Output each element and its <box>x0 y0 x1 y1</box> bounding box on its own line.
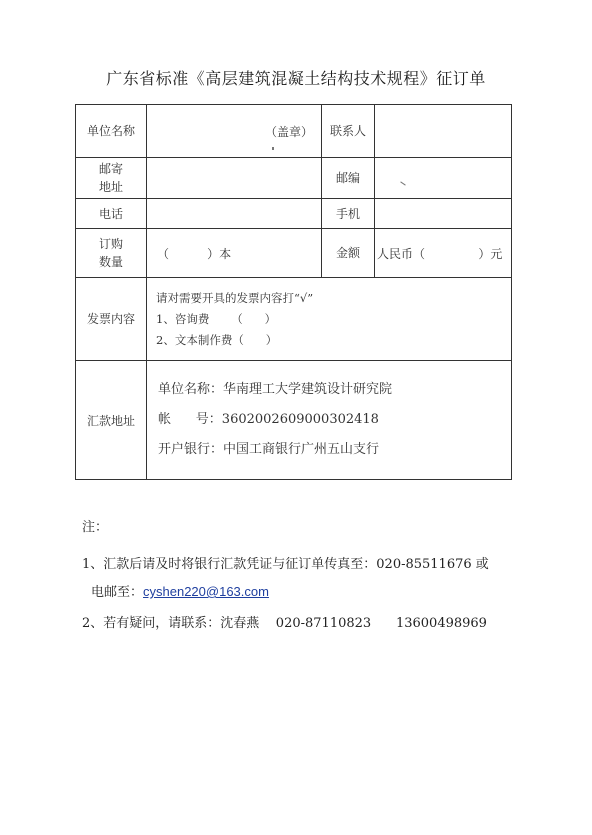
order-row <box>76 229 512 278</box>
mobile-label: 手机 <box>322 199 375 229</box>
mobile-field[interactable] <box>375 199 512 229</box>
note-email-line <box>91 581 269 600</box>
invoice-option-consulting[interactable]: 1、咨询费 （ ） <box>156 311 277 326</box>
address-row <box>76 158 512 199</box>
note-email-prefix: 电邮至： <box>91 585 144 600</box>
invoice-option-text-production[interactable]: 2、文本制作费（ ） <box>156 332 278 347</box>
unit-name-row <box>76 105 512 158</box>
phone-row <box>76 199 512 229</box>
order-label-line-2: 数量 <box>98 255 123 269</box>
address-label-line-2: 地址 <box>98 180 123 194</box>
postcode-field[interactable] <box>375 158 512 199</box>
order-label-line-1: 订购 <box>98 237 123 251</box>
notes-heading: 注： <box>82 520 109 535</box>
contact-field[interactable] <box>375 105 512 158</box>
order-form-table <box>75 104 512 480</box>
invoice-content <box>147 278 512 361</box>
address-label-line-1: 邮寄 <box>98 162 123 176</box>
remit-unit: 单位名称：华南理工大学建筑设计研究院 <box>158 382 393 397</box>
remit-bank: 开户银行：中国工商银行广州五山支行 <box>158 442 380 457</box>
invoice-row <box>76 278 512 361</box>
page-title: 广东省标准《高层建筑混凝土结构技术规程》征订单 <box>106 69 486 88</box>
scan-speck <box>272 147 274 150</box>
unit-name-label: 单位名称 <box>76 105 147 158</box>
amount-label: 金额 <box>322 229 375 278</box>
remit-label: 汇款地址 <box>76 361 147 480</box>
order-label <box>76 229 147 278</box>
phone-label: 电话 <box>76 199 147 229</box>
contact-label: 联系人 <box>322 105 375 158</box>
postcode-label: 邮编 <box>322 158 375 199</box>
address-field[interactable] <box>147 158 322 199</box>
phone-field[interactable] <box>147 199 322 229</box>
note-contact: 2、若有疑问，请联系：沈春燕 020-87110823 13600498969 <box>82 616 487 631</box>
remit-details <box>147 361 512 480</box>
email-link[interactable]: cyshen220@163.com <box>143 584 269 599</box>
invoice-instruction: 请对需要开具的发票内容打“√” <box>156 290 314 305</box>
note-fax: 1、汇款后请及时将银行汇款凭证与征订单传真至：020-85511676 或 <box>82 557 489 572</box>
amount-field[interactable]: 人民币（ ）元 <box>375 229 512 278</box>
invoice-label: 发票内容 <box>76 278 147 361</box>
address-label <box>76 158 147 199</box>
seal-hint: （盖章） <box>264 124 313 139</box>
remit-account: 帐 号：3602002609000302418 <box>158 412 379 427</box>
unit-name-field[interactable] <box>147 105 322 158</box>
quantity-field[interactable]: （ ）本 <box>147 229 322 278</box>
remit-row <box>76 361 512 480</box>
